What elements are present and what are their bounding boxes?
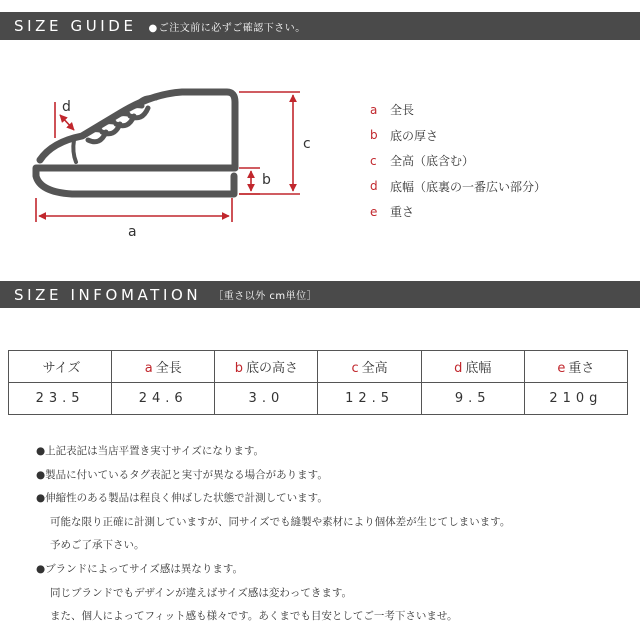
header-cell	[215, 351, 318, 383]
header-text: 全長	[155, 361, 182, 376]
note-line: 同じブランドでもデザインが違えばサイズ感は変わってきます。	[50, 586, 352, 599]
legend-text: 底幅（底裏の一番広い部分）	[390, 179, 547, 194]
header-cell	[318, 351, 421, 383]
note-line: ●上記表記は当店平置き実寸サイズになります。	[36, 445, 264, 457]
header-text: 底幅	[465, 361, 492, 376]
size-info-note: ［重さ以外 cm単位］	[213, 291, 318, 302]
note-line: また、個人によってフィット感も様々です。あくまでも目安としてご一考下さいませ。	[50, 610, 458, 623]
bullet-dot: ●	[148, 22, 158, 34]
header-letter: d	[454, 361, 463, 376]
label-a: a	[128, 224, 137, 240]
header-cell	[421, 351, 524, 383]
measurement-legend	[370, 97, 546, 225]
legend-text: 底の厚さ	[390, 128, 439, 143]
header-text: 全高	[361, 361, 388, 376]
legend-item	[370, 123, 546, 149]
note-line: ●製品に付いているタグ表記と実寸が異なる場合があります。	[36, 468, 328, 481]
legend-letter: e	[370, 204, 378, 219]
legend-letter: c	[370, 153, 377, 168]
table-header-row	[9, 351, 628, 383]
value-cell: 210g	[524, 383, 627, 415]
legend-letter: b	[370, 128, 378, 143]
header-letter: c	[351, 361, 359, 376]
table-row	[9, 383, 628, 415]
note-line: ●ブランドによってサイズ感は異なります。	[36, 562, 243, 575]
header-text: サイズ	[42, 361, 81, 376]
label-b: b	[262, 172, 271, 188]
legend-item	[370, 199, 546, 225]
value-cell: 24.6	[112, 383, 215, 415]
shoe-measurement-diagram	[22, 80, 342, 250]
legend-text: 全長	[390, 103, 415, 118]
label-d: d	[62, 99, 71, 115]
label-c: c	[303, 136, 311, 152]
size-guide-note	[149, 19, 306, 34]
header-letter: e	[557, 361, 566, 376]
legend-item	[370, 97, 546, 123]
header-letter: b	[234, 361, 244, 376]
header-cell	[524, 351, 627, 383]
value-cell: 12.5	[318, 383, 421, 415]
legend-item	[370, 148, 546, 174]
value-cell: 23.5	[9, 383, 112, 415]
legend-text: 全高（底含む）	[390, 154, 475, 169]
value-cell: 9.5	[421, 383, 524, 415]
size-info-header	[0, 281, 640, 308]
header-letter: a	[144, 361, 153, 376]
legend-letter: a	[370, 102, 378, 117]
size-guide-header	[0, 12, 640, 40]
legend-letter: d	[370, 179, 378, 194]
size-info-title: SIZE INFOMATION	[14, 285, 202, 304]
note-line: 予めご了承下さい。	[50, 539, 145, 552]
legend-text: 重さ	[390, 205, 415, 220]
header-text: 底の高さ	[246, 361, 299, 376]
notes-list	[36, 440, 626, 629]
header-text: 重さ	[568, 361, 595, 376]
size-guide-note-text: ご注文前に必ずご確認下さい。	[158, 22, 306, 34]
legend-item	[370, 174, 546, 200]
size-table	[8, 350, 628, 415]
note-line: 可能な限り正確に計測していますが、同サイズでも縫製や素材により個体差が生じてしまいます。	[50, 515, 511, 528]
size-guide-title: SIZE GUIDE	[14, 17, 137, 35]
header-cell	[112, 351, 215, 383]
value-cell: 3.0	[215, 383, 318, 415]
header-cell	[9, 351, 112, 383]
note-line: ●伸縮性のある製品は程良く伸ばした状態で計測しています。	[36, 492, 328, 505]
